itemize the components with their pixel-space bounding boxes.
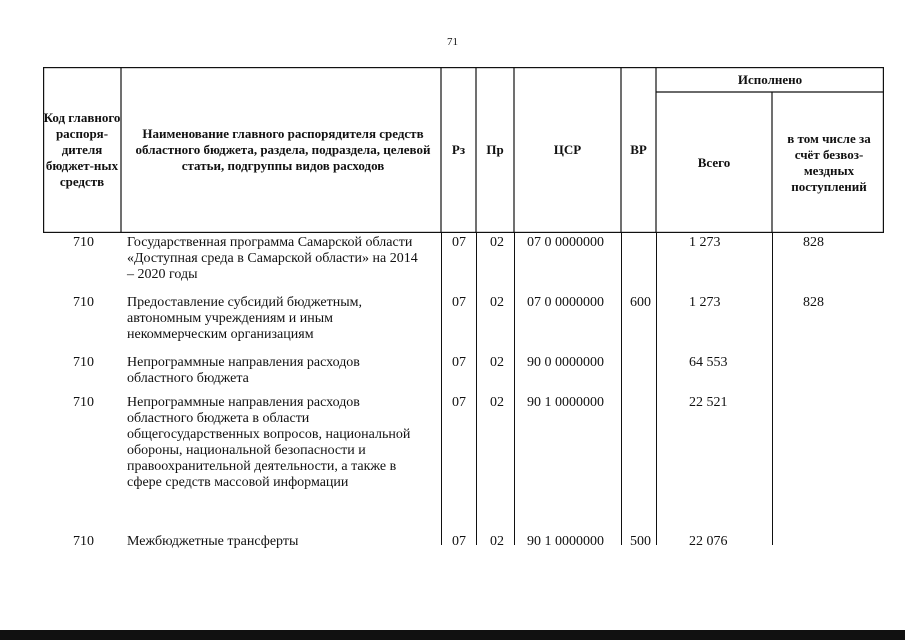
cell-total: 22 076 [689,534,728,549]
cell-vr: 500 [630,534,651,549]
cell-pr: 02 [490,534,504,549]
cell-code: 710 [73,235,94,250]
cell-code: 710 [73,395,94,410]
cell-total: 22 521 [689,395,728,410]
table-header [43,67,884,233]
cell-total: 1 273 [689,295,721,310]
column-divider [772,233,773,545]
cell-csr: 90 1 0000000 [527,395,604,410]
cell-pr: 02 [490,395,504,410]
cell-code: 710 [73,534,94,549]
header-executed: Исполнено [737,71,803,87]
cell-code: 710 [73,295,94,310]
header-incl-free: в том числе за счёт безвоз-мездных поступлений [787,130,871,194]
cell-free: 828 [803,295,824,310]
cell-csr: 90 0 0000000 [527,355,604,370]
cell-rz: 07 [452,355,466,370]
cell-code: 710 [73,355,94,370]
header-pr: Пр [486,142,504,157]
column-divider [514,233,515,545]
cell-pr: 02 [490,235,504,250]
cell-csr: 90 1 0000000 [527,534,604,549]
cell-pr: 02 [490,295,504,310]
header-total: Всего [697,154,731,170]
header-rz: Рз [451,142,466,157]
cell-pr: 02 [490,355,504,370]
cell-name: Непрограммные направления расходов областного бюджета [127,355,360,386]
header-csr: ЦСР [553,142,582,157]
cell-total: 1 273 [689,235,721,250]
scan-border [0,630,905,640]
cell-vr: 600 [630,295,651,310]
header-vr: ВР [630,142,647,157]
column-divider [621,233,622,545]
column-divider [476,233,477,545]
cell-rz: 07 [452,395,466,410]
page-number: 71 [447,36,458,48]
cell-name: Межбюджетные трансферты [127,534,299,549]
cell-name: Непрограммные направления расходов областного бюджета в области общегосударственных вопросов, национальной обороны, национальной безопасности и правоохранительной деятельности, а также в сфере средств массовой информации [127,395,411,490]
column-divider [441,233,442,545]
header-code: Код главного распоря-дителя бюджет-ных средств [43,110,121,189]
cell-csr: 07 0 0000000 [527,235,604,250]
column-divider [656,233,657,545]
cell-csr: 07 0 0000000 [527,295,604,310]
cell-rz: 07 [452,295,466,310]
cell-rz: 07 [452,534,466,549]
cell-rz: 07 [452,235,466,250]
header-name: Наименование главного распорядителя средств областного бюджета, раздела, подраздела, целевой статьи, подгруппы видов расходов [135,126,431,173]
cell-free: 828 [803,235,824,250]
cell-name: Государственная программа Самарской области «Доступная среда в Самарской области» на 2014 – 2020 годы [127,235,418,282]
cell-total: 64 553 [689,355,728,370]
cell-name: Предоставление субсидий бюджетным, автономным учреждениям и иным некоммерческим организациям [127,295,363,342]
